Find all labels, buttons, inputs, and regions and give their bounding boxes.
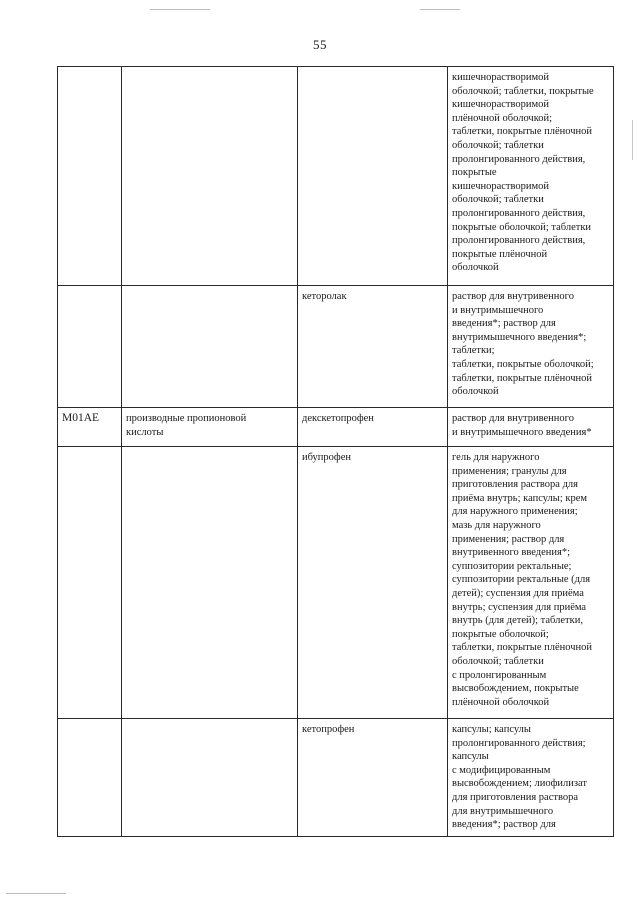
dosage-form-line: раствор для внутривенного [452, 413, 574, 424]
dosage-form-line: приготовления раствора для [452, 479, 578, 491]
table-row [58, 447, 614, 719]
dosage-form-line: мазь для наружного [452, 519, 541, 531]
dosage-form-line: оболочкой [452, 262, 499, 274]
dosage-forms-cell [448, 67, 614, 286]
dosage-form-line: оболочкой; таблетки [452, 194, 544, 206]
dosage-form-line: суппозитории ректальные (для [452, 574, 591, 586]
group-cell [122, 447, 298, 719]
table-row [58, 408, 614, 447]
dosage-form-line: для приготовления раствора [452, 791, 578, 803]
dosage-form-line: внутрь (для детей); таблетки, [452, 615, 583, 627]
substance-cell: кетопрофен [298, 719, 448, 837]
atc-code-cell [58, 67, 122, 286]
dosage-form-line: кишечнорастворимой [452, 180, 550, 192]
dosage-form-line: оболочкой [452, 386, 499, 398]
dosage-form-line: таблетки, покрытые плёночной [452, 126, 593, 138]
dosage-form-line: для наружного применения; [452, 506, 578, 518]
dosage-form-line: приёма внутрь; капсулы; крем [452, 492, 588, 504]
dosage-form-line: детей); суспензия для приёма [452, 587, 584, 599]
dosage-form-line: применения; раствор для [452, 533, 565, 545]
dosage-form-line: внутрь; суспензия для приёма [452, 601, 587, 613]
dosage-form-line: кишечнорастворимой [452, 72, 550, 83]
dosage-form-line: покрытые плёночной [452, 248, 548, 260]
dosage-forms-cell [448, 286, 614, 408]
dosage-form-line: введения*; раствор для [452, 318, 556, 330]
dosage-forms-cell [448, 719, 614, 837]
scan-artifact [150, 9, 210, 10]
dosage-form-line: пролонгированного действия; [452, 737, 586, 749]
group-cell [122, 67, 298, 286]
scan-artifact [420, 9, 460, 10]
dosage-form-line: и внутримышечного введения* [452, 426, 592, 438]
atc-code-cell: M01AE [58, 408, 122, 447]
dosage-form-line: суппозитории ректальные; [452, 560, 572, 572]
dosage-form-line: кишечнорастворимой [452, 99, 550, 111]
substance-cell [298, 67, 448, 286]
dosage-form-line: для внутримышечного [452, 805, 554, 817]
dosage-form-line: раствор для внутривенного [452, 291, 574, 302]
dosage-form-line: оболочкой; таблетки [452, 139, 544, 151]
table-row [58, 286, 614, 408]
dosage-form-line: и внутримышечного [452, 304, 544, 316]
dosage-form-line: покрытые [452, 167, 497, 179]
dosage-form-line: внутривенного введения*; [452, 547, 570, 559]
dosage-form-line: покрытые оболочкой; таблетки [452, 221, 592, 233]
dosage-form-line: применения; гранулы для [452, 465, 567, 477]
dosage-form-line: гель для наружного [452, 452, 540, 463]
group-name-line: кислоты [126, 426, 164, 438]
dosage-form-line: покрытые оболочкой; [452, 628, 549, 640]
dosage-form-line: таблетки, покрытые плёночной [452, 642, 593, 654]
substance-cell: ибупрофен [298, 447, 448, 719]
dosage-form-line: введения*; раствор для [452, 819, 556, 831]
dosage-form-line: таблетки, покрытые плёночной [452, 372, 593, 384]
dosage-form-line: таблетки, покрытые оболочкой; [452, 358, 594, 370]
table-row [58, 67, 614, 286]
dosage-form-line: пролонгированного действия, [452, 207, 586, 219]
dosage-form-line: плёночной оболочкой; [452, 112, 553, 124]
dosage-forms-cell [448, 408, 614, 447]
substance-cell: декскетопрофен [298, 408, 448, 447]
scan-artifact [6, 893, 66, 894]
atc-code-cell [58, 447, 122, 719]
dosage-form-line: высвобождением; лиофилизат [452, 778, 587, 790]
dosage-form-line: капсулы [452, 751, 489, 763]
group-cell [122, 408, 298, 447]
dosage-forms-cell [448, 447, 614, 719]
dosage-form-line: пролонгированного действия, [452, 235, 586, 247]
atc-code-cell [58, 286, 122, 408]
table-row [58, 719, 614, 837]
page-number: 55 [313, 37, 327, 52]
dosage-form-line: таблетки; [452, 345, 495, 357]
dosage-form-line: оболочкой; таблетки [452, 655, 544, 667]
dosage-form-line: пролонгированного действия, [452, 153, 586, 165]
dosage-form-line: высвобождением, покрытые [452, 683, 579, 695]
dosage-form-line: внутримышечного введения*; [452, 331, 587, 343]
substance-cell: кеторолак [298, 286, 448, 408]
group-cell [122, 286, 298, 408]
dosage-form-line: оболочкой; таблетки, покрытые [452, 85, 594, 97]
dosage-form-line: с пролонгированным [452, 669, 547, 681]
scan-artifact [632, 120, 633, 160]
dosage-form-line: капсулы; капсулы [452, 724, 531, 735]
dosage-form-line: с модифицированным [452, 764, 551, 776]
atc-code-cell [58, 719, 122, 837]
group-name-line: производные пропионовой [126, 413, 247, 424]
group-cell [122, 719, 298, 837]
drug-table [57, 66, 614, 837]
dosage-form-line: плёночной оболочкой [452, 696, 550, 708]
